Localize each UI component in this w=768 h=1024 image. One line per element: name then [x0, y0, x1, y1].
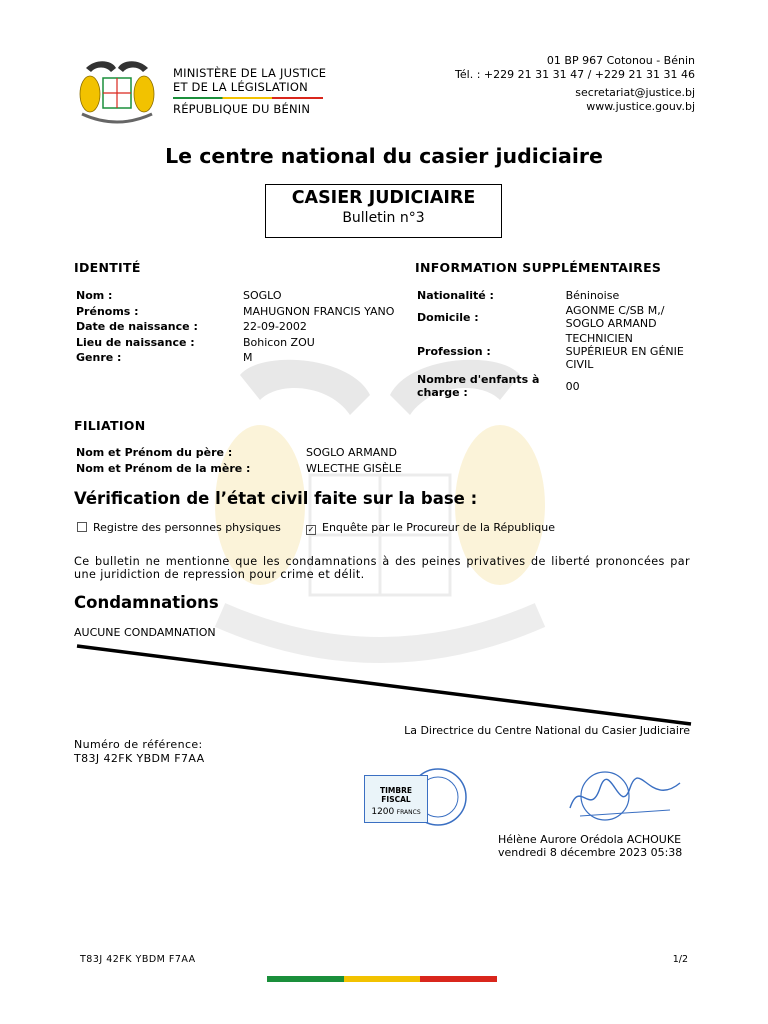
checked-box-icon[interactable]: ✓ [307, 525, 315, 534]
identity-value: 22-09-2002 [243, 320, 307, 333]
identity-value: M [243, 351, 253, 364]
republic-name: RÉPUBLIQUE DU BÉNIN [173, 102, 311, 116]
identity-label: Prénoms : [76, 304, 139, 318]
bulletin-number: Bulletin n°3 [342, 210, 425, 226]
email-link[interactable]: secretariat@justice.bj [575, 86, 695, 99]
stamp-currency: FRANCS [396, 809, 421, 816]
filiation-value: WLECTHE GISÈLE [306, 461, 402, 475]
filiation-label: Nom et Prénom de la mère : [76, 461, 251, 475]
signer-block [498, 833, 682, 859]
info-value: TECHNICIEN SUPÉRIEUR EN GÉNIE CIVIL [565, 332, 684, 371]
signature-date: vendredi 8 décembre 2023 05:38 [498, 846, 683, 859]
identity-value: MAHUGNON FRANCIS YANO [243, 304, 395, 318]
identity-value: Bohicon ZOU [243, 335, 315, 349]
bulletin-note: Ce bulletin ne mentionne que les condamnations à des peines privatives de liberté prononcées par une juridiction de repression pour crime et délit. [74, 555, 690, 581]
reference-value: T83J 42FK YBDM F7AA [74, 752, 205, 765]
footer-reference: T83J 42FK YBDM F7AA [80, 954, 196, 965]
option-label: Enquête par le Procureur de la République [322, 521, 556, 534]
info-value: Béninoise [565, 289, 620, 302]
identity-label: Date de naissance : [76, 320, 198, 333]
identity-section-title: IDENTITÉ [74, 260, 141, 275]
identity-label: Lieu de naissance : [76, 335, 195, 349]
stamp-amount: 1200 [371, 807, 395, 817]
timbre-fiscal-box [364, 775, 428, 823]
identity-label: Genre : [76, 351, 122, 364]
identity-value: SOGLO [243, 289, 282, 302]
fiscal-stamp [362, 770, 472, 826]
stamp-label: TIMBRE FISCAL [380, 786, 412, 804]
signer-name: Hélène Aurore Orédola ACHOUKE [498, 833, 682, 846]
option-label: Registre des personnes physiques [93, 521, 281, 534]
document-heading: CASIER JUDICIAIRE [291, 188, 476, 208]
address: 01 BP 967 Cotonou - Bénin [546, 54, 695, 67]
info-value: AGONME C/SB M,/ SOGLO ARMAND [565, 304, 665, 330]
flag-green [267, 976, 344, 982]
page-number: 1/2 [672, 954, 688, 965]
tricolor-flag-bar [267, 976, 497, 982]
condamnations-title: Condamnations [74, 593, 219, 612]
info-label: Nombre d'enfants à charge : [417, 373, 540, 399]
reference-label: Numéro de référence: [74, 738, 203, 751]
flag-red [420, 976, 497, 982]
phone: Tél. : +229 21 31 31 47 / +229 21 31 31 46 [455, 67, 695, 81]
signature-icon [560, 768, 690, 828]
info-label: Domicile : [417, 310, 479, 324]
filiation-label: Nom et Prénom du père : [76, 446, 233, 459]
reference-block [74, 738, 205, 766]
info-label: Nationalité : [417, 289, 494, 302]
directrice-title: La Directrice du Centre National du Casier Judiciaire [404, 724, 690, 737]
filiation-value: SOGLO ARMAND [306, 446, 397, 459]
page-title: Le centre national du casier judiciaire [165, 144, 603, 168]
info-section-title: INFORMATION SUPPLÉMENTAIRES [415, 260, 662, 275]
website-link[interactable]: www.justice.gouv.bj [586, 99, 695, 113]
identity-label: Nom : [76, 289, 113, 302]
condamnations-text: AUCUNE CONDAMNATION [74, 626, 216, 639]
filiation-section-title: FILIATION [74, 418, 146, 433]
info-value: 00 [565, 379, 580, 393]
verification-title: Vérification de l’état civil faite sur la base : [74, 489, 478, 508]
info-label: Profession : [417, 345, 491, 358]
ministry-name-line2: ET DE LA LÉGISLATION [173, 80, 308, 94]
ministry-name-line1: MINISTÈRE DE LA JUSTICE [173, 66, 327, 80]
flag-yellow [344, 976, 421, 982]
